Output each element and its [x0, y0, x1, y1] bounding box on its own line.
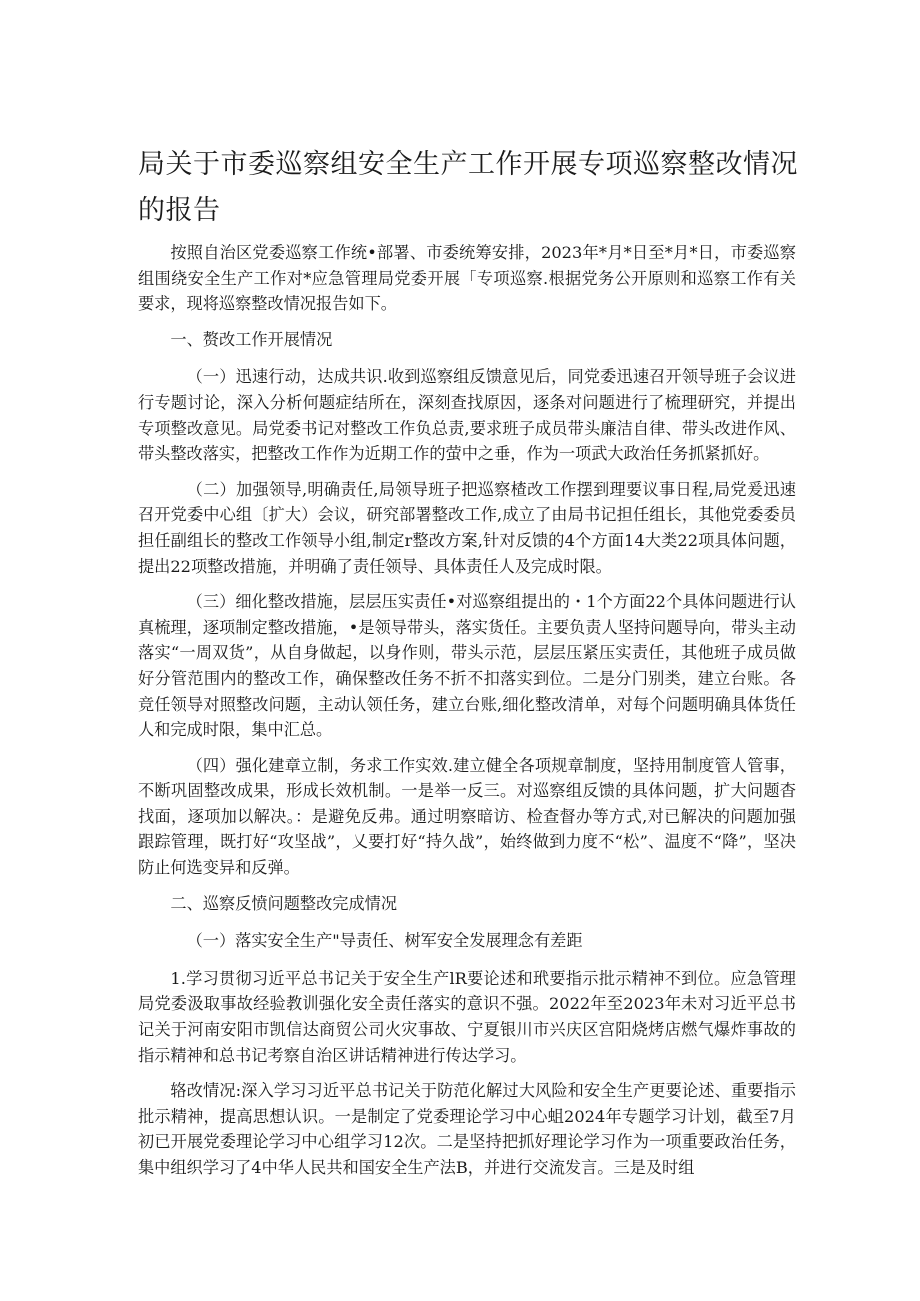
- section-heading-1: 一、赘改工作开展情况: [170, 329, 333, 349]
- problem-paragraph-1: 1.学习贯彻习近平总书记关于安全生产lR要论述和玳要指示批示精神不到位。应急管理局党委汲取事故经验教训强化安全责任落实的意识不强。2022年至2023年未对习近平总书记关于河南安阳市凯信达商贸公司火灾事故、宁夏银川市兴庆区宫阳烧烤店燃气爆炸事故的指示精神和总书记考察自治区讲话精神进行传达学习。: [138, 968, 796, 1065]
- rectification-paragraph-1: 辂改情况:深入学习习近平总书记关于防范化解过大风险和安全生产更要论述、重要指示批示精神，提高思想认识。一是制定了党委理论学习中心蛆2024年专题学习计划，截至7月初已开展党委理论学习中心组学习12次。二是坚持把抓好理论学习作为一项重要政治任务，集中组织学习了4中华人民共和国安全生产法B，并进行交流发言。三是及时组: [138, 1081, 796, 1177]
- section-heading-2: 二、巡察反愤问题整改完成情况: [170, 893, 398, 913]
- paragraph-item-4: （四）强化建章立制，务求工作实效.建立健全各项规章制度，坚持用制度管人管事，不断巩固整改成果，形成长效机制。一是举一反三。对巡察组反馈的具体问题，扩大问题杳找面，逐项加以解决。：是避免反弗。通过明察暗访、检查督办等方式,对已解决的问题加强跟踪管理，既打好“攻坚战”，乂要打好“持久战”，始终做到力度不“松”、温度不“降”，坚决防止何选变异和反弹。: [138, 755, 796, 878]
- document-body: [138, 240, 796, 1191]
- paragraph-item-3: （三）细化整改措施，层层压实责任•对巡察组提出的・1个方面22个具体问题进行认真梳理，逐项制定整改措施，•是领导带头，落实货任。主要负责人坚持问题导向，带头主动落实“一周双货”，从自身做起，以身作则，带头示范，层层压紧压实责任，其他班子成员做好分管范围内的整改工作，确保整改任务不折不扣落实到位。二是分门别类，建立台账。各竞任领导对照整改问题，主动认领任务，建立台账,细化整改清单，对每个问题明确具体货任人和完成时限，集中汇总。: [138, 592, 796, 740]
- paragraph-item-2: （二）加强领导,明确责任,局领导班子把巡察楂改工作摆到理要议事日程,局党爰迅速召开党委中心组〔扩大）会议，研究部署整改工作,成立了由局书记担任组长，其他党委委员担任副组长的整改工作领导小组,制定r整改方案,针对反馈的4个方面14大类22项具体问题，提出22项整改措施，并明确了责任领导、具体责任人及完成时限。: [138, 479, 796, 576]
- subsection-heading-1: （一）落实安全生产"导责任、树军安全发展理念有差距: [186, 931, 583, 951]
- paragraph-item-1: （一）迅速行动，达成共识.收到巡察组反馈意见后，同党委迅速召开领导班子会议进行专题讨论，深入分析何题症结所在，深刻查找原因，逐条对问题进行了梳理研究，并提出专项整改意见。局党委书记对整改工作负总责,要求班子成员带头廉洁自律、带头改进作风、带头整改落实，把整改工作作为近期工作的萤中之垂，作为一项武大政治任务抓紧抓好。: [138, 367, 796, 464]
- document-title: 局关于市委巡察组安全生产工作开展专项巡察整改情况的报告: [138, 149, 798, 226]
- intro-paragraph: 按照自治区党委巡察工作统•部署、市委统筹安排，2023年*月*日至*月*日，市委巡察组围绕安全生产工作对*应急管理局党委开展「专项巡察.根据党务公开原则和巡察工作有关要求，现将巡察整改情况报告如下。: [138, 243, 796, 314]
